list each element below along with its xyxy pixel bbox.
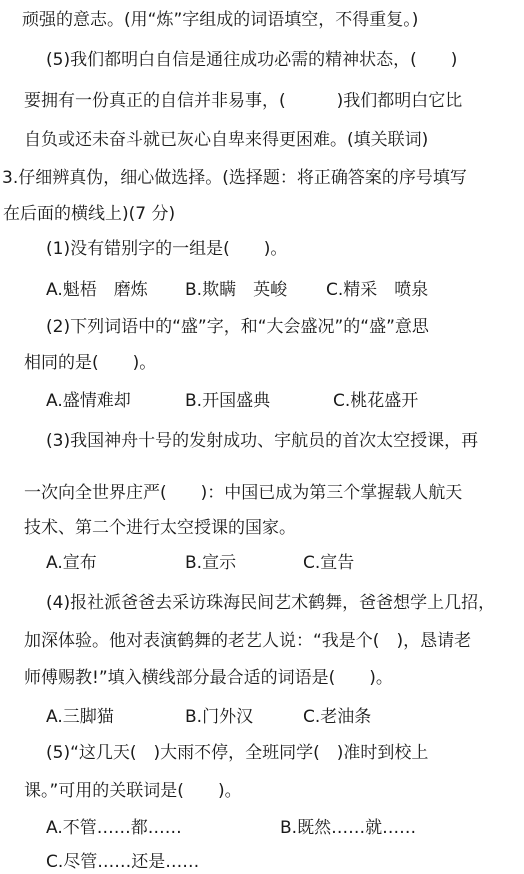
option-b: B.门外汉 — [185, 707, 254, 727]
option-b: B.欺瞒 英峻 — [185, 280, 288, 300]
text-line: 要拥有一份真正的自信并非易事，( )我们都明白它比 — [24, 91, 463, 111]
option-a: A.宣布 — [46, 553, 97, 573]
text-line: 相同的是( )。 — [24, 353, 157, 373]
option-c: C.精采 喷泉 — [326, 280, 429, 300]
option-b: B.宣示 — [185, 553, 237, 573]
text-line: 自负或还未奋斗就已灰心自卑来得更困难。(填关联词) — [24, 130, 429, 150]
text-line: 师傅赐教!”填入横线部分最合适的词语是( )。 — [24, 668, 393, 688]
option-a: A.不管……都…… — [46, 818, 182, 838]
option-b: B.开国盛典 — [185, 391, 271, 411]
option-a: A.魁梧 磨炼 — [46, 280, 148, 300]
question-2: (2)下列词语中的“盛”字，和“大会盛况”的“盛”意思 — [46, 317, 429, 337]
question-4: (4)报社派爸爸去采访珠海民间艺术鹤舞，爸爸想学上几招， — [46, 593, 496, 613]
text-line: 在后面的横线上)(7 分) — [3, 204, 176, 224]
option-b: B.既然……就…… — [280, 818, 417, 838]
option-c: C.宣告 — [303, 553, 355, 573]
option-c: C.老油条 — [303, 707, 372, 727]
option-c: C.尽管……还是…… — [46, 852, 200, 872]
text-line: 顽强的意志。(用“炼”字组成的词语填空，不得重复。) — [22, 10, 419, 30]
question-5: (5)“这几天( )大雨不停，全班同学( )准时到校上 — [46, 743, 429, 763]
text-line: (5)我们都明白自信是通往成功必需的精神状态，( ) — [46, 50, 458, 70]
text-line: 一次向全世界庄严( )：中国已成为第三个掌握载人航天 — [24, 483, 463, 503]
question-1: (1)没有错别字的一组是( )。 — [46, 239, 288, 259]
text-line: 课。”可用的关联词是( )。 — [24, 781, 242, 801]
option-c: C.桃花盛开 — [333, 391, 419, 411]
text-line: 技术、第二个进行太空授课的国家。 — [24, 518, 296, 538]
option-a: A.盛情难却 — [46, 391, 131, 411]
section-heading: 3.仔细辨真伪，细心做选择。(选择题：将正确答案的序号填写 — [2, 168, 467, 188]
option-a: A.三脚猫 — [46, 707, 114, 727]
text-line: 加深体验。他对表演鹤舞的老艺人说：“我是个( )，恳请老 — [24, 631, 472, 651]
question-3: (3)我国神舟十号的发射成功、宇航员的首次太空授课，再 — [46, 431, 479, 451]
